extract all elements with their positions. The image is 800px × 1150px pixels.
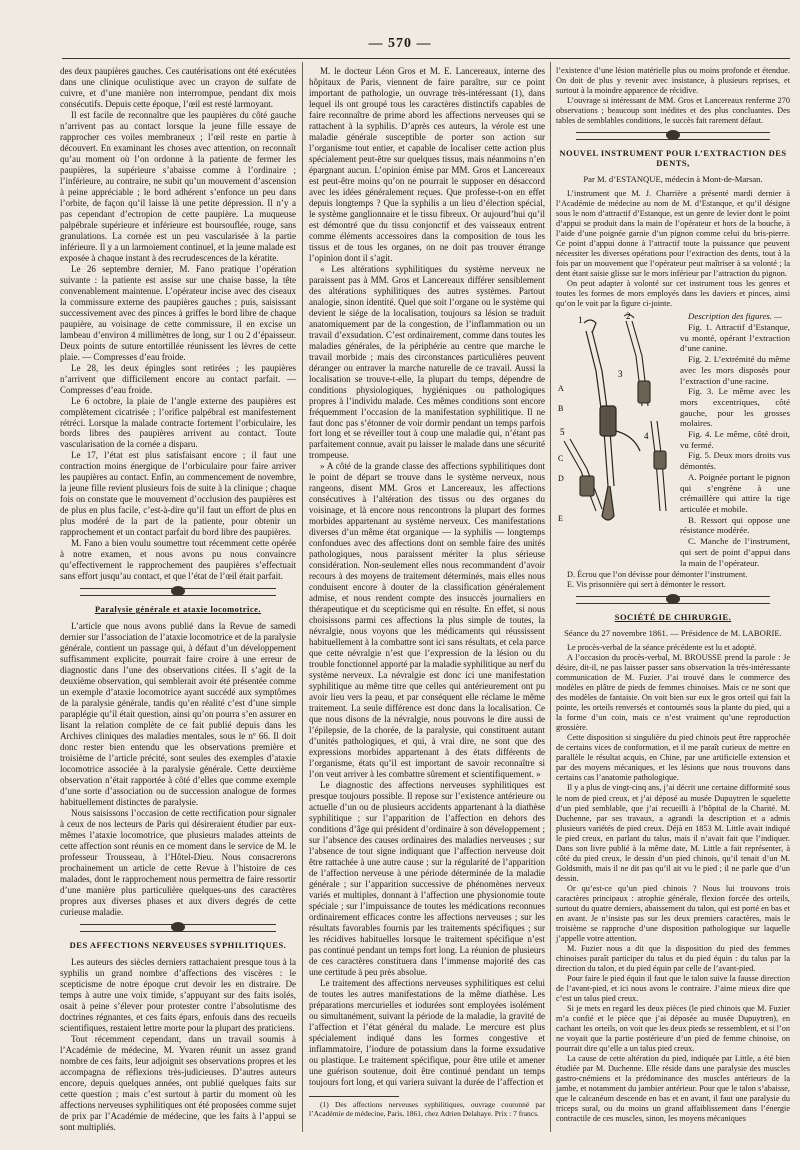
paragraph: Les auteurs des siècles derniers rattachaient presque tous à la syphilis un grand nombre d’affections des viscères : le scepticisme de notre époque crut devoir les en distraire. De temps à autre une voix timide, s’appuyant sur des faits isolés, osait à peine s’élever pour protester contre l’absolutisme des doctrines régnantes, et ces faits épars, enfouis dans des recueils scientifiques, restaient lettre morte pour la plupart des praticiens. <box>60 956 296 1033</box>
paragraph: M. Fano a bien voulu soumettre tout récemment cette opérée à notre examen, et nous avons pu nous convaincre qu’effectivement le rapprochement des paupières s’effectuait sans effort jusqu’au contact, et que l’état de l’œil était parfait. <box>60 538 296 582</box>
column-separator <box>302 62 303 1132</box>
section-heading: NOUVEL INSTRUMENT POUR L’EXTRACTION DES DENTS, <box>559 148 787 169</box>
column-3 <box>556 66 790 1124</box>
figure-label: A <box>558 384 564 394</box>
footnote-rule <box>309 1096 399 1097</box>
figure-label: B <box>558 404 564 414</box>
figure-item: Fig. 1. Attractif d’Estanque, vu monté, opérant l’extraction d’une canine. <box>680 322 790 354</box>
figure-item: Fig. 3. Le même avec les mors excentriques, côté gauche, pour les grosses molaires. <box>680 386 790 429</box>
paragraph: Cette disposition si singulière du pied chinois peut être rapprochée de certains vices de conformation, et il me paraît curieux de mettre en parallèle le résultat acquis, en Chine, par une artificielle extension et par des moyens mécaniques, et les lésions que nous trouvons dans certains cas l’anatomie pathologique. <box>556 733 790 783</box>
paragraph: Il y a plus de vingt-cinq ans, j’ai décrit une certaine difformité sous le nom de pied creux, et j’ai déposé au musée Dupuytren le squelette d’un pied semblable, que j’ai recueilli à l’hôpital de la Charité. M. Duchenne, par ses travaux, a agrandi la description et a admis plusieurs variétés de pied creux. Déjà en 1853 M. Little avait indiqué le pied creux, en parlant du talus, mais il n’avait fait que l’indiquer. Dans son livre publié à la même date, M. Little a fait représenter, à côté du pied creux, le dessin d’un pied chinois, qu’il tenait d’un M. Goldsmith, mais il ne dit pas qu’il ait vu le pied ; il ne parle que d’un dessin. <box>556 783 790 883</box>
paragraph: Le 28, les deux épingles sont retirées ; les paupières n’arrivent que difficilement encore au contact parfait. — Compresses d’eau froide. <box>60 362 296 395</box>
dental-instrument-figure <box>556 311 676 531</box>
paragraph: Le 17, l’état est plus satisfaisant encore ; il faut une contraction moins énergique de l’orbiculaire pour faire arriver les paupières au contact. Enfin, au commencement de novembre, la jeune fille revient plusieurs fois de suite à la clinique ; chaque fois on constate que le mouvement d’occlusion des paupières est de plus en plus facile, c’est-à-dire qu’il faut un effort de plus en plus modéré de la part de la patiente, pour obtenir un rapprochement et un contact parfait du bord libre des paupières. <box>60 450 296 538</box>
paragraph: Le procès-verbal de la séance précédente est lu et adopté. <box>567 643 757 653</box>
section-heading: SOCIÉTÉ DE CHIRURGIE. <box>614 612 732 623</box>
figure-item: E. Vis prisonnière qui sert à démonter le ressort. <box>567 580 726 590</box>
paragraph: A l’occasion du procès-verbal, M. BROUSSE prend la parole : Je désire, dit-il, ne pas laisser passer sans observation la très-intéressante communication de M. Fuzier. J’ai trouvé dans le commerce des modèles en plâtre de pieds de femmes chinoises. Mais ce ne sont que des modèles de fantaisie. On voit bien sur eux le gros orteil qui fait la pointe, les orteils renversés et contournés sous la plante du pied, qui a la forme d’un coin, mais ce n’est vraiment qu’une reproduction grossière. <box>556 653 790 733</box>
paragraph: Or qu’est-ce qu’un pied chinois ? Nous lui trouvons trois caractères principaux : atrophie générale, flexion forcée des orteils, surtout du quatre derniers, abaissement du talon, qui est porté en bas et en avant. Je n’insiste pas sur les deux premiers caractères, mais le troisième se rapproche d’une disposition pathologique sur laquelle j’appelle votre attention. <box>556 883 790 943</box>
figure-label: 1 <box>578 315 583 326</box>
figure-description <box>680 311 790 568</box>
paragraph: Nous saisissons l’occasion de cette rectification pour signaler à ceux de nos lecteurs de Paris qui désireraient étudier par eux-mêmes l’ataxie locomotrice, que plusieurs malades atteints de cette affection sont réunis en ce moment dans le service de M. le professeur Trousseau, à l’Hôtel-Dieu. Nous consacrerons prochainement un article de cette Revue à l’histoire de ces malades, dont le rapprochement nous permettra de faire ressortir d’une manière plus particulière quelques-uns des caractères propres aux diverses phases et aux divers degrés de cette curieuse maladie. <box>60 807 296 917</box>
column-separator <box>550 62 551 1132</box>
paragraph: Si je mets en regard les deux pièces (le pied chinois que M. Fuzier m’a confié et le pièce que j’ai déposée au musée Dupuytren), en cachant les orteils, on voit que les deux pieds se ressemblent, et si l’on ne voyait que la partie postérieure d’un pied de femme chinoise, on pourrait dire qu’elle a un talus pied creux. <box>556 1003 790 1053</box>
figure-label: D <box>558 474 564 484</box>
figure-item: Fig. 2. L’extrémité du même avec les mors disposés pour l’extraction d’une racine. <box>680 354 790 386</box>
paragraph: L’instrument que M. J. Charrière a présenté mardi dernier à l’Académie de médecine au nom de M. d’Estanque, et qu’il désigne sous le nom d’attractif d’Estanque, est un genre de levier dont le point d’appui se produit dans la main de l’opérateur et hors de la bouche, à l’aide d’une poignée garnie d’un pignon comme celui du bris-pierre. Ce point d’appui donne à l’attractif toute la puissance que peuvent nécessiter les diverses opérations pour l’extraction des dents, tout à la fois par un mouvement que l’opérateur peut maîtriser à sa volonté ; la dent étant saisie glisse sur le mors inférieur par l’attraction du pignon. <box>556 189 790 279</box>
figure-item: Fig. 5. Deux mors droits vus démontés. <box>680 450 790 472</box>
paragraph: « Les altérations syphilitiques du système nerveux ne paraissent pas à MM. Gros et Lancereaux différer sensiblement des altérations syphilitiques des autres systèmes. Partout analogie, sinon identité. Quel que soit l’organe ou le système qui devient le siége de la localisation, toujours sa lésion se traduit anatomiquement par de la congestion, de l’inflammation ou un travail d’exsudation. C’est ordinairement, comme dans toutes les maladies générales, de la périphérie au centre que marche le travail morbide ; mais des circonstances particulières peuvent déranger ou entraver la marche naturelle de ce travail. Aussi la localisation se trouve-t-elle, la plupart du temps, dépendre de conditions physiologiques, hygiéniques ou pathologiques propres à l’individu malade. Ces mêmes conditions sont encore fréquemment l’occasion de la manifestation syphilitique. Il ne faut donc pas s’étonner de voir dormir pendant un temps parfois fort long et se réveiller tout à coup une maladie qui, n’étant pas parfaitement connue, avait pu laisser le malade dans une sécurité trompeuse. <box>309 263 545 461</box>
figure-label: 3 <box>618 369 623 380</box>
figure-item: C. Manche de l’instrument, qui sert de point d’appui dans la main de l’opérateur. <box>680 536 790 568</box>
figure-label: 5 <box>560 427 565 438</box>
figure-label: E <box>558 514 563 524</box>
paragraph: M. Fuzier nous a dit que la disposition du pied des femmes chinoises paraît participer du talus et du pied équin : du talus par la direction du talon, et du pied équin par celle de l’avant-pied. <box>556 943 790 973</box>
ornament-divider <box>576 596 770 604</box>
figure-item: Fig. 4. Le même, côté droit, vu fermé. <box>680 429 790 450</box>
paragraph: Le 26 septembre dernier, M. Fano pratique l’opération suivante : la patiente est assise sur une chaise basse, la tête convenablement maintenue. L’opérateur incise avec des ciseaux la commissure externe des paupières gauches ; puis, saisissant successivement avec des pinces à griffes le bord libre de chaque paupière, au voisinage de cette commissure, il en excise un lambeau d’environ 4 millimètres de long, sur 1 ou 2 d’épaisseur. Deux points de suture entortillée réunissent les lèvres de cette plaie. — Compresses d’eau froide. <box>60 263 296 362</box>
paragraph: Tout récemment cependant, dans un travail soumis à l’Académie de médecine, M. Yvaren réunit un assez grand nombre de ces faits, leur adjoignit ses observations propres et les accompagna de réflexions très-judicieuses. D’autres auteurs encore, depuis quelques années, ont publié quelques faits sur cette question ; mais c’est surtout à partir du moment où les affections nerveuses syphilitiques ont été proposées comme sujet de prix par l’Académie de médecine, que les faits à l’appui se sont multipliés. <box>60 1033 296 1132</box>
paragraph: Le traitement des affections nerveuses syphilitiques est celui de toutes les autres manifestations de la même diathèse. Les préparations mercurielles et iodurées sont employées isolément ou simultanément, suivant la période de la maladie, la gravité de l’affection et l’état général du malade. Le mercure est plus spécialement indiqué dans les formes congestive et inflammatoire, l’iodure de potassium dans la forme exsudative ou plastique. Le traitement spécifique, pour être utile et amener une guérison soutenue, doit être continué pendant un temps toujours fort long, et qui variera suivant la durée de l’affection et <box>309 977 545 1087</box>
figure-block <box>556 311 790 568</box>
figure-item: A. Poignée portant le pignon qui s’engrène à une crémaillère qui attire la tige articulée et mobile. <box>680 471 790 514</box>
paragraph: On peut adapter à volonté sur cet instrument tous les genres et toutes les formes de mors employés dans les daviers et pinces, ainsi qu’on le voit par la figure ci-jointe. <box>556 279 790 309</box>
figure-label: 4 <box>644 431 649 442</box>
paragraph: » A côté de la grande classe des affections syphilitiques dont le point de départ se trouve dans le système nerveux, nous rangeons, disent MM. Gros et Lancereaux, les affections consécutives à l’altération des tissus ou des organes du voisinage, et là encore nous rencontrons la plupart des formes morbides appartenant au système nerveux. Ces manifestations diverses d’un même état organique — la syphilis — longtemps confondues avec des affections dont on semble faire des unités pathologiques, nous paraissent mériter la plus sérieuse considération. Non-seulement elles nous recommandent d’avoir recours à des moyens de traitement déterminés, mais elles nous conduisent encore à douter de la classification généralement admise, et nous rendent compte des insuccès journaliers en thérapeutique et du scepticisme qui en résulte. En effet, si nous choisissons parmi ces affections la plus simple de toutes, la névralgie, nous voyons que les médicaments qui réussissent habituellement à la combattre sont ici sans résultats, et cela parce que cette névralgie n’est que l’expression de la lésion ou du trouble fonctionnel apporté par la maladie syphilitique au nerf du système nerveux. La névralgie est donc ici une manifestation syphilitique au même titre que celles qui antérieurement ont pu avoir lieu vers la peau, et par conséquent elle réclame le même traitement. La seule différence est donc dans la localisation. Ce que nous disons de la névralgie, nous pouvons le dire aussi de l’épilepsie, de la chorée, de la paralysie, qui constituent autant d’unités pathologiques, et qui, à vrai dire, ne sont que des expressions morbides appartenant à des états différents de l’organisme, états qu’il est important de savoir reconnaître si l’on veut arriver à les combattre sûrement et scientifiquement. » <box>309 461 545 779</box>
paragraph: l’existence d’une lésion matérielle plus ou moins profonde et étendue. On doit de plus y revenir avec insistance, à plusieurs reprises, et surtout à la moindre apparence de récidive. <box>556 66 790 96</box>
top-rule <box>62 58 790 59</box>
paragraph: Le diagnostic des affections nerveuses syphilitiques est presque toujours possible. Il repose sur l’existence antérieure ou actuelle d’un ou de plusieurs accidents appartenant à la diathèse syphilitique ; sur l’apparition de l’affection en dehors des conditions d’âge qui président d’ordinaire à son développement ; sur l’absence des causes ordinaires des maladies nerveuses ; sur l’absence de tout signe indiquant que l’affection nerveuse doit être rattachée à une autre cause ; sur la régularité de l’apparition de l’affection nerveuse à une période déterminée de la maladie générale ; sur l’apparition successive de phénomènes nerveux variés et multiples, donnant à l’affection une physionomie toute spéciale ; sur l’impuissance de toutes les médications reconnues ordinairement efficaces contre les affections nerveuses ; sur les résultats favorables fournis par les traitements spécifiques ; sur les récidives habituelles lorsque le traitement spécifique n’est pas continué pendant un temps fort long. La réunion de plusieurs de ces caractères constituera dans l’immense majorité des cas une certitude à peu près absolue. <box>309 779 545 977</box>
paragraph: M. le docteur Léon Gros et M. E. Lancereaux, interne des hôpitaux de Paris, viennent de faire paraître, sur ce point important de pathologie, un ouvrage très-intéressant (1), dans lequel ils ont groupé tous les caractères distinctifs capables de faire reconnaître de prime abord les affections nerveuses qui se rattachent à la syphilis. D’après ces auteurs, la vérole est une maladie générale susceptible de porter son action sur l’organisme tout entier, et capable de localiser cette action plus spécialement peut-être sur quelques tissus, mais néanmoins n’en épargnant aucun. L’opinion émise par MM. Gros et Lancereaux est peut-être moins qu’on ne pourrait le supposer en désaccord avec les idées généralement reçues. Que professe-t-on en effet depuis longtemps ? Que la syphilis a un lieu d’élection spécial, le système ganglionnaire et le tissu fibreux. Or aujourd’hui qu’il est démontré que du tissu conjonctif et des vaisseaux entrent comme éléments accessoires dans la composition de tous les tissus et de tous les organes, on ne doit pas trouver étrange l’opinion dont il s’agit. <box>309 66 545 263</box>
figure-title: Description des figures. — <box>688 311 782 322</box>
figure-label: C <box>558 454 564 464</box>
footnote: (1) Des affections nerveuses syphilitiques, ouvrage couronné par l’Académie de médecine, Paris, 1861, chez Adrien Delahaye. Prix : 7 francs. <box>309 1099 545 1118</box>
figure-label: 2 <box>626 311 631 322</box>
paragraph: Il est facile de reconnaître que les paupières du côté gauche n’arrivent pas au contact lorsque la jeune fille essaye de rapprocher ces voiles membraneux ; l’œil reste en partie à découvert. En examinant les choses avec attention, on reconnaît qu’au moment où l’on ordonne à la patiente de fermer les paupières, la supérieure s’abaisse comme à l’ordinaire ; l’inférieure, au contraire, ne subit qu’un mouvement d’ascension à peine appréciable ; le bord adhérent s’enfonce un peu dans l’orbite, de façon qu’il laisse là une petite dépression. Il n’y a pas cependant d’ectropion de cette paupière. La muqueuse palpébrale supérieure et inférieure est boursouflée, rouge, sans granulations. La cornée est un peu vascularisée à la partie inférieure. Il y a un larmoiement continuel, et la jeune malade est exposée à chaque instant à des recrudescences de la kératite. <box>60 109 296 263</box>
paragraph: Le 6 octobre, la plaie de l’angle externe des paupières est complètement cicatrisée ; l’orifice palpébral est manifestement rétréci. Lorsque la malade contracte fortement l’orbiculaire, les bords libres des paupières arrivent au contact. Toute vascularisation de la cornée a disparu. <box>60 395 296 450</box>
paragraph: La cause de cette altération du pied, indiquée par Little, a été bien étudiée par M. Duchenne. Elle réside dans une paralysie des muscles gastro-cnémiens et la prédominance des muscles antérieurs de la jambe, et notamment du jambier antérieur. Pour que le talon s’abaisse, que le calcanéum descende en bas et en avant, il faut une paralysie du triceps sural, ou du moins un grand affaiblissement dans l’énergie contractile de ces muscles, sinon, les moyens mécaniques <box>556 1053 790 1123</box>
figure-item: B. Ressort qui oppose une résistance modérée. <box>680 514 790 536</box>
ornament-divider <box>80 588 276 596</box>
section-heading: DES AFFECTIONS NERVEUSES SYPHILITIQUES. <box>69 939 287 950</box>
column-2 <box>309 66 545 1118</box>
session-line: Séance du 27 novembre 1861. — Présidence de M. LABORIE. <box>564 628 782 639</box>
paragraph: L’article que nous avons publié dans la Revue de samedi dernier sur l’association de l’ataxie locomotrice et de la paralysie générale, contient un passage qui, à défaut d’un développement suffisamment explicite, pourrait faire croire à une erreur de diagnostic dans l’une des observations citées. Il s’agit de la deuxième observation, qui semblerait avoir été présentée comme un exemple d’ataxie locomotrice ayant succédé aux symptômes de la paralysie générale, tandis qu’en réalité c’est d’une simple paraplégie qu’il était question, ainsi qu’on pourra s’en assurer en lisant la relation complète de ce fait publié depuis dans les Archives cliniques des maladies mentales, sous le nº 66. Il doit donc rester bien entendu que les observations première et troisième de l’article précité, sont seules des exemples d’ataxie locomotrice associée à la paralysie générale. Cette deuxième observation n’était rapportée à côté d’elles que comme exemple d’une sorte d’association ou de succession analogue de formes habituellement distinctes de paralysie. <box>60 621 296 807</box>
paragraph: Pour faire le pied équin il faut que le talon suive la fausse direction de l’avant-pied, et ici nous avons le contraire. J’aime mieux dire que c’est un talus pied creux. <box>556 973 790 1003</box>
figure-item: D. Écrou que l’on dévisse pour démonter l’instrument. <box>567 570 748 580</box>
column-1 <box>60 66 296 1133</box>
paragraph: L’ouvrage si intéressant de MM. Gros et Lancereaux renferme 270 observations ; beaucoup sont inédites et des plus concluantes. Des tables de semblables conditions, le succès fait rarement défaut. <box>556 96 790 126</box>
ornament-divider <box>576 132 770 140</box>
section-heading: Paralysie générale et ataxie locomotrice. <box>94 604 262 615</box>
byline: Par M. d’ESTANQUE, médecin à Mont-de-Marsan. <box>583 174 763 185</box>
page-number: — 570 — <box>368 36 432 51</box>
paragraph: des deux paupières gauches. Ces cautérisations ont été exécutées dans une clinique oculistique avec un crayon de sulfate de cuivre, et d’une manière non interrompue, pendant dix mois consécutifs. Depuis cette époque, l’œil est resté larmoyant. <box>60 66 296 109</box>
ornament-divider <box>80 924 276 932</box>
